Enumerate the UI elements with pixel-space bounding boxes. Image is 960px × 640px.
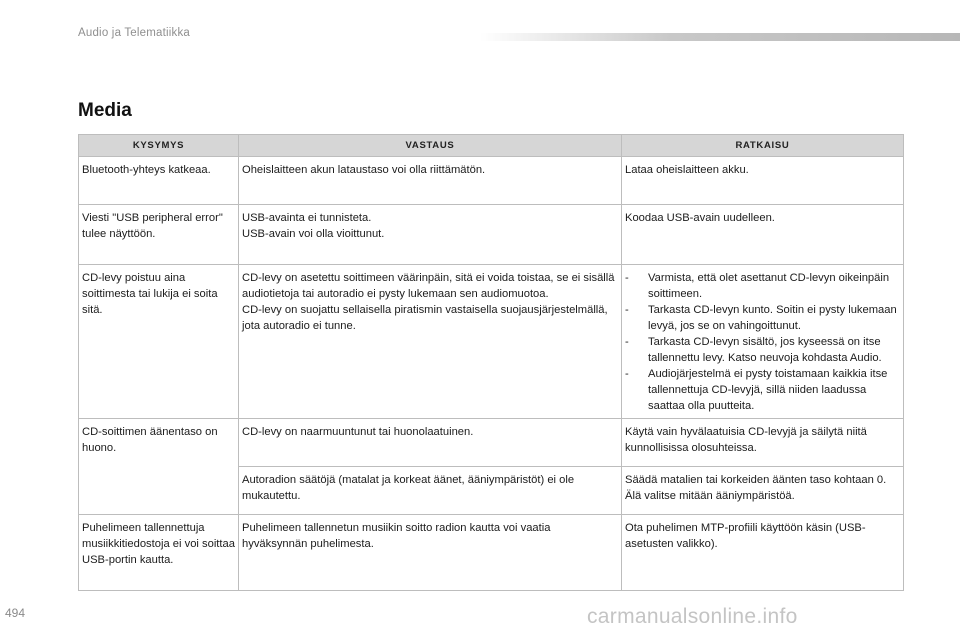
section-title: Media <box>78 100 132 121</box>
table-row <box>79 265 904 419</box>
table-row <box>79 419 904 467</box>
question-cell: CD-levy poistuu aina soittimesta tai lukija ei soita sitä. <box>79 265 239 419</box>
step-text: Varmista, että olet asettanut CD-levyn oikeinpäin soittimeen. <box>648 272 890 300</box>
step-text: Audiojärjestelmä ei pysty toistamaan kaikkia itse tallennettuja CD-levyjä, sillä niiden laadussa saattaa olla puutteita. <box>648 368 888 412</box>
solution-step <box>625 334 900 366</box>
answer-cell <box>239 515 622 591</box>
answer-cell <box>239 467 622 515</box>
table-row <box>79 515 904 591</box>
page-number: 494 <box>5 606 26 620</box>
answer-text: Autoradion säätöjä (matalat ja korkeat äänet, ääniympäristöt) ei ole mukautettu. <box>242 474 575 502</box>
question-cell: Viesti "USB peripheral error" tulee näyttöön. <box>79 205 239 265</box>
step-text: Tarkasta CD-levyn sisältö, jos kyseessä on itse tallennettu levy. Katso neuvoja kohdasta Audio. <box>648 336 882 364</box>
chapter-title: Audio ja Telematiikka <box>78 27 191 39</box>
solution-step <box>625 302 900 334</box>
solution-text: Lataa oheislaitteen akku. <box>625 164 749 176</box>
answer-cell <box>239 265 622 419</box>
solution-cell <box>622 157 904 205</box>
answer-cell <box>239 157 622 205</box>
solution-cell <box>622 467 904 515</box>
answer-text: Oheislaitteen akun lataustaso voi olla riittämätön. <box>242 164 486 176</box>
answer-text: Puhelimeen tallennetun musiikin soitto radion kautta voi vaatia hyväksynnän puhelimesta. <box>242 522 551 550</box>
solution-text: Säädä matalien tai korkeiden äänten taso kohtaan 0. Älä valitse mitään ääniympäristöä. <box>625 474 887 502</box>
answer-text: CD-levy on suojattu sellaisella piratismin vastaisella suojausjärjestelmällä, jota autoradio ei tunne. <box>242 304 608 332</box>
step-text: Tarkasta CD-levyn kunto. Soitin ei pysty lukemaan levyä, jos se on vahingoittunut. <box>648 304 897 332</box>
step-marker: - <box>625 304 629 316</box>
question-cell: Puhelimeen tallennettuja musiikkitiedostoja ei voi soittaa USB-portin kautta. <box>79 515 239 591</box>
step-marker: - <box>625 272 629 284</box>
answer-text: CD-levy on asetettu soittimeen väärinpäin, sitä ei voida toistaa, se ei sisällä audiotietoja tai autoradio ei pysty lukemaan sen audiomuotoa. <box>242 272 615 300</box>
table-row <box>79 205 904 265</box>
solution-step <box>625 270 900 302</box>
question-cell: Bluetooth-yhteys katkeaa. <box>79 157 239 205</box>
column-header-answer: VASTAUS <box>239 135 622 157</box>
solution-cell <box>622 515 904 591</box>
watermark: carmanualsonline.info <box>587 605 798 628</box>
solution-cell <box>622 419 904 467</box>
solution-step-list <box>625 270 900 414</box>
answer-text: USB-avain voi olla vioittunut. <box>242 228 385 240</box>
answer-text: USB-avainta ei tunnisteta. <box>242 212 372 224</box>
solution-step <box>625 366 900 414</box>
solution-cell <box>622 265 904 419</box>
solution-text: Ota puhelimen MTP-profiili käyttöön käsin (USB-asetusten valikko). <box>625 522 866 550</box>
answer-text: CD-levy on naarmuuntunut tai huonolaatuinen. <box>242 426 474 438</box>
answer-cell <box>239 205 622 265</box>
solution-text: Käytä vain hyvälaatuisia CD-levyjä ja säilytä niitä kunnollisissa olosuhteissa. <box>625 426 867 454</box>
header-divider <box>480 33 960 41</box>
table-header-row <box>79 135 904 157</box>
solution-text: Koodaa USB-avain uudelleen. <box>625 212 775 224</box>
step-marker: - <box>625 336 629 348</box>
answer-cell <box>239 419 622 467</box>
column-header-solution: RATKAISU <box>622 135 904 157</box>
solution-cell <box>622 205 904 265</box>
step-marker: - <box>625 368 629 380</box>
troubleshooting-table <box>78 134 904 591</box>
table-row <box>79 157 904 205</box>
question-cell: CD-soittimen äänentaso on huono. <box>79 419 239 515</box>
column-header-question: KYSYMYS <box>79 135 239 157</box>
